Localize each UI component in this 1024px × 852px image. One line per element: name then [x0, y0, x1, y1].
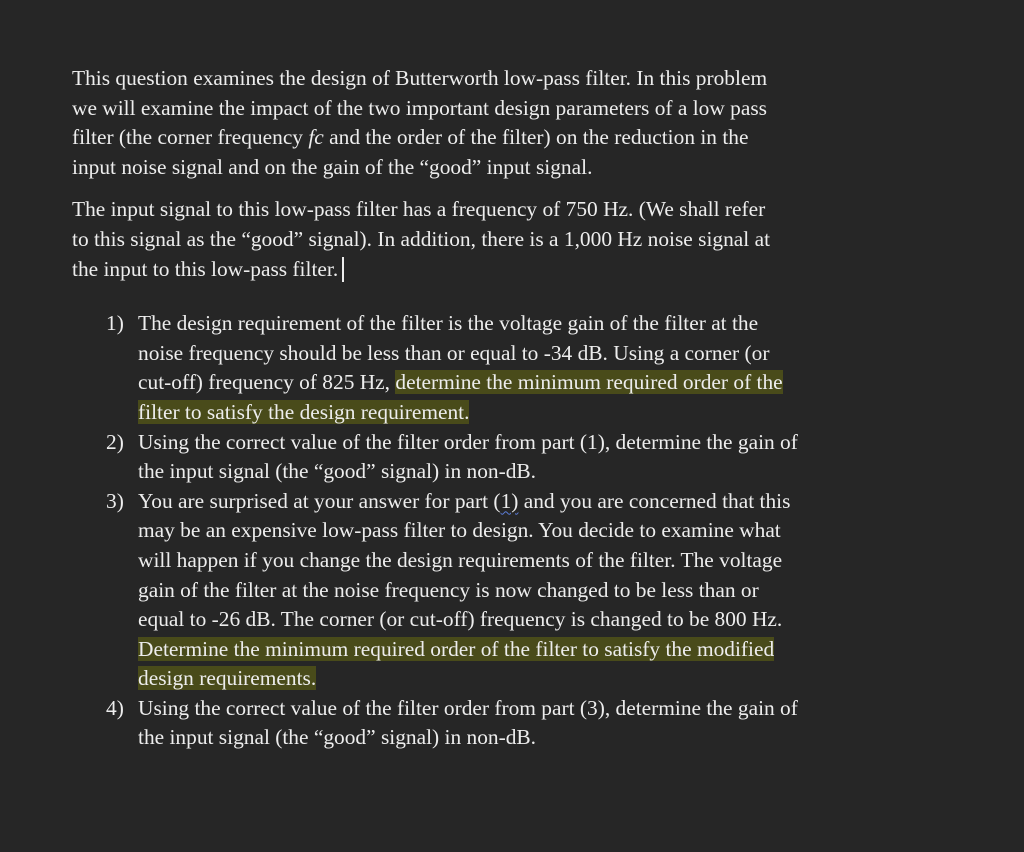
q3-line-2: may be an expensive low-pass filter to design. You decide to examine what [138, 518, 781, 543]
q1-highlight-1: determine the minimum required order of the [395, 370, 783, 395]
intro-p1-line-3-start: filter (the corner frequency [72, 125, 309, 150]
q3-line-3: will happen if you change the design requirements of the filter. The voltage [138, 547, 783, 572]
document-body[interactable] [72, 64, 952, 753]
q1-highlight-2: filter to satisfy the design requirement. [138, 399, 470, 424]
question-item-1 [72, 309, 952, 427]
q3-line-4: gain of the filter at the noise frequency is now changed to be less than or [138, 577, 759, 602]
q3-highlight-1: Determine the minimum required order of the filter to satisfy the modified [138, 636, 775, 661]
question-item-3 [72, 487, 952, 694]
q1-line-1: The design requirement of the filter is the voltage gain of the filter at the [138, 311, 759, 336]
question-number-3: 3) [106, 488, 124, 513]
q1-line-2: noise frequency should be less than or equal to -34 dB. Using a corner (or [138, 340, 770, 365]
intro-p1-line-3-end: and the order of the filter) on the reduction in the [323, 125, 749, 150]
q3-line-1-start: You are surprised at your answer for part ( [138, 488, 501, 513]
question-item-4 [72, 694, 952, 753]
intro-paragraph-2 [72, 195, 952, 284]
q1-line-3 [138, 368, 952, 398]
q3-highlight-2: design requirements. [138, 666, 317, 691]
corner-frequency-symbol: fc [308, 125, 324, 150]
intro-p1-line-1: This question examines the design of Butterworth low-pass filter. In this problem [72, 66, 768, 90]
q1-line-4 [138, 398, 952, 428]
q4-line-1: Using the correct value of the filter order from part (3), determine the gain of [138, 695, 798, 720]
intro-p2-line-1: The input signal to this low-pass filter has a frequency of 750 Hz. (We shall refer [72, 197, 766, 222]
q3-line-1 [138, 487, 952, 517]
intro-p2-line-3-text: the input to this low-pass filter. [72, 256, 339, 281]
q2-line-1: Using the correct value of the filter order from part (1), determine the gain of [138, 429, 798, 454]
q1-line-3-start: cut-off) frequency of 825 Hz, [138, 370, 396, 395]
intro-p1-line-3 [72, 123, 952, 153]
question-number-2: 2) [106, 429, 124, 454]
question-number-4: 4) [106, 695, 124, 720]
text-cursor [342, 257, 344, 282]
intro-p2-line-2: to this signal as the “good” signal). In addition, there is a 1,000 Hz noise signal at [72, 226, 771, 251]
intro-p1-line-4: input noise signal and on the gain of the “good” input signal. [72, 154, 593, 179]
q3-line-7 [138, 664, 952, 694]
q3-line-5: equal to -26 dB. The corner (or cut-off) frequency is changed to be 800 Hz. [138, 607, 783, 632]
q3-line-1-end: and you are concerned that this [518, 488, 791, 513]
q3-line-6 [138, 635, 952, 665]
intro-p1-line-2: we will examine the impact of the two important design parameters of a low pass [72, 95, 767, 120]
q2-line-2: the input signal (the “good” signal) in non-dB. [138, 459, 537, 484]
q4-line-2: the input signal (the “good” signal) in non-dB. [138, 725, 537, 750]
question-number-1: 1) [106, 311, 124, 336]
intro-p2-line-3 [72, 255, 952, 285]
spellcheck-squiggle: 1) [500, 488, 519, 513]
intro-paragraph-1 [72, 64, 952, 182]
question-item-2 [72, 428, 952, 487]
question-list [72, 309, 952, 753]
